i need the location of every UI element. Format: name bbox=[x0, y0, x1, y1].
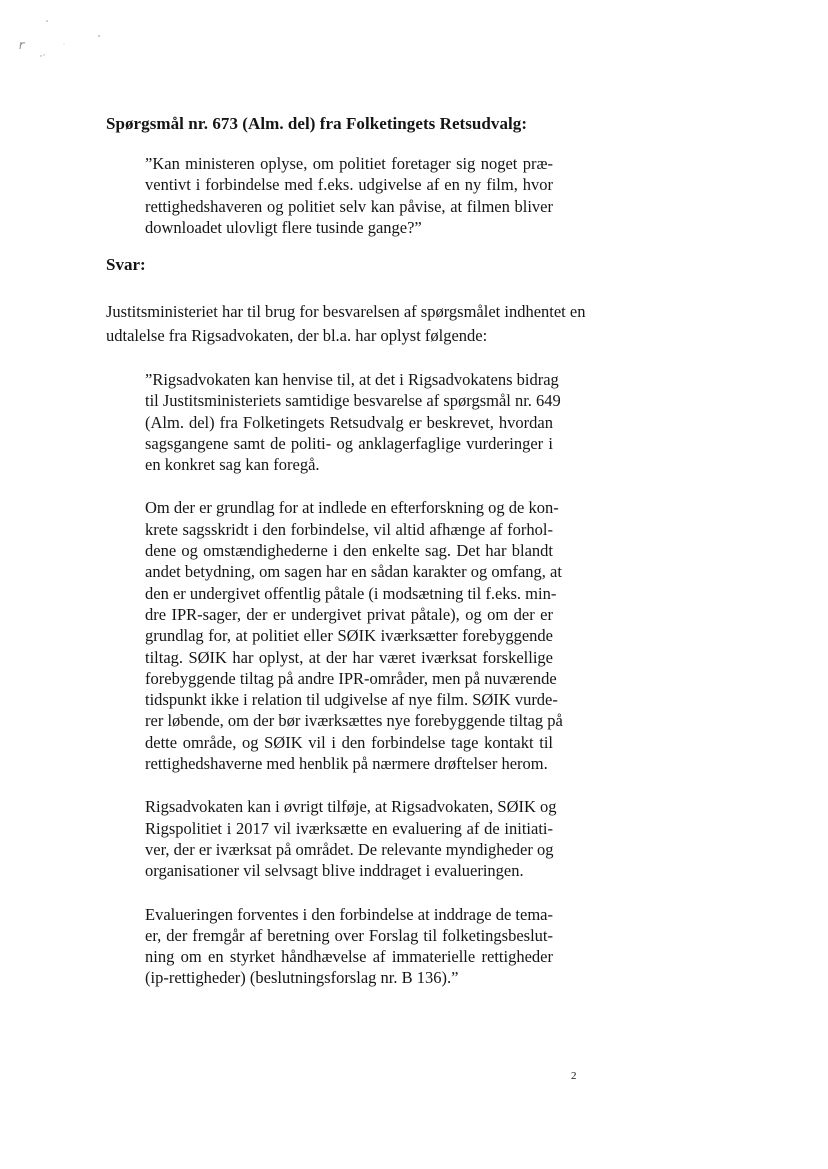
quote-line: dene og omstændighederne i den enkelte sag. Det har blandt bbox=[145, 541, 553, 561]
page-number: 2 bbox=[571, 1070, 577, 1082]
quote-line: Rigsadvokaten kan i øvrigt tilføje, at Rigsadvokaten, SØIK og bbox=[145, 797, 557, 817]
question-line: ”Kan ministeren oplyse, om politiet foretager sig noget præ- bbox=[145, 154, 553, 173]
quote-paragraph-2 bbox=[145, 497, 563, 774]
quote-line: Evalueringen forventes i den forbindelse at inddrage de tema- bbox=[145, 904, 553, 924]
quote-line: den er undergivet offentlig påtale (i modsætning til f.eks. min- bbox=[145, 583, 557, 603]
intro-line: udtalelse fra Rigsadvokaten, der bl.a. har oplyst følgende: bbox=[106, 326, 488, 345]
quote-line: ver, der er iværksat på området. De relevante myndigheder og bbox=[145, 839, 554, 859]
quote-paragraph-3 bbox=[145, 796, 557, 881]
quote-line: en konkret sag kan foregå. bbox=[145, 455, 320, 475]
quote-line: rer løbende, om der bør iværksættes nye forebyggende tiltag på bbox=[145, 711, 563, 731]
quote-paragraph-1 bbox=[145, 369, 561, 475]
quote-line: krete sagsskridt i den forbindelse, vil altid afhænge af forhol- bbox=[145, 519, 553, 539]
quote-line: forebyggende tiltag på andre IPR-områder, men på nuværende bbox=[145, 668, 557, 688]
answer-heading: Svar: bbox=[106, 255, 146, 274]
quote-line: tiltag. SØIK har oplyst, at der har været iværksat forskellige bbox=[145, 647, 553, 667]
answer-intro bbox=[106, 300, 596, 348]
rigsadvokat-quote bbox=[145, 369, 563, 1011]
quote-line: tidspunkt ikke i relation til udgivelse af nye film. SØIK vurde- bbox=[145, 690, 558, 710]
quote-line: dette område, og SØIK vil i den forbindelse tage kontakt til bbox=[145, 732, 553, 752]
quote-paragraph-4 bbox=[145, 904, 553, 989]
quote-line: Rigspolitiet i 2017 vil iværksætte en evaluering af de initiati- bbox=[145, 818, 553, 838]
intro-line: Justitsministeriet har til brug for besvarelsen af spørgsmålet indhentet en bbox=[106, 302, 586, 321]
question-text bbox=[145, 153, 553, 238]
quote-line: til Justitsministeriets samtidige besvarelse af spørgsmål nr. 649 bbox=[145, 391, 561, 411]
quote-line: ”Rigsadvokaten kan henvise til, at det i Rigsadvokatens bidrag bbox=[145, 370, 559, 389]
scan-specks bbox=[0, 0, 828, 80]
question-heading: Spørgsmål nr. 673 (Alm. del) fra Folketingets Retsudvalg: bbox=[106, 114, 528, 133]
quote-line: grundlag for, at politiet eller SØIK iværksætter forebyggende bbox=[145, 626, 553, 646]
quote-line: ning om en styrket håndhævelse af immaterielle rettigheder bbox=[145, 947, 553, 967]
quote-line: (ip-rettigheder) (beslutningsforslag nr. B 136).” bbox=[145, 968, 459, 988]
quote-line: Om der er grundlag for at indlede en efterforskning og de kon- bbox=[145, 498, 559, 518]
quote-line: andet betydning, om sagen har en sådan karakter og omfang, at bbox=[145, 562, 562, 582]
quote-line: (Alm. del) fra Folketingets Retsudvalg er beskrevet, hvordan bbox=[145, 412, 553, 432]
quote-line: sagsgangene samt de politi- og anklagerfaglige vurderinger i bbox=[145, 433, 553, 453]
quote-line: organisationer vil selvsagt blive inddraget i evalueringen. bbox=[145, 861, 524, 881]
quote-line: rettighedshaverne med henblik på nærmere drøftelser herom. bbox=[145, 754, 548, 774]
quote-line: er, der fremgår af beretning over Forslag til folketingsbeslut- bbox=[145, 925, 553, 945]
quote-line: dre IPR-sager, der er undergivet privat påtale), og om der er bbox=[145, 604, 553, 624]
question-line: ventivt i forbindelse med f.eks. udgivelse af en ny film, hvor bbox=[145, 175, 553, 195]
question-line: rettighedshaveren og politiet selv kan påvise, at filmen bliver bbox=[145, 196, 553, 216]
question-line: downloadet ulovligt flere tusinde gange?” bbox=[145, 217, 422, 237]
